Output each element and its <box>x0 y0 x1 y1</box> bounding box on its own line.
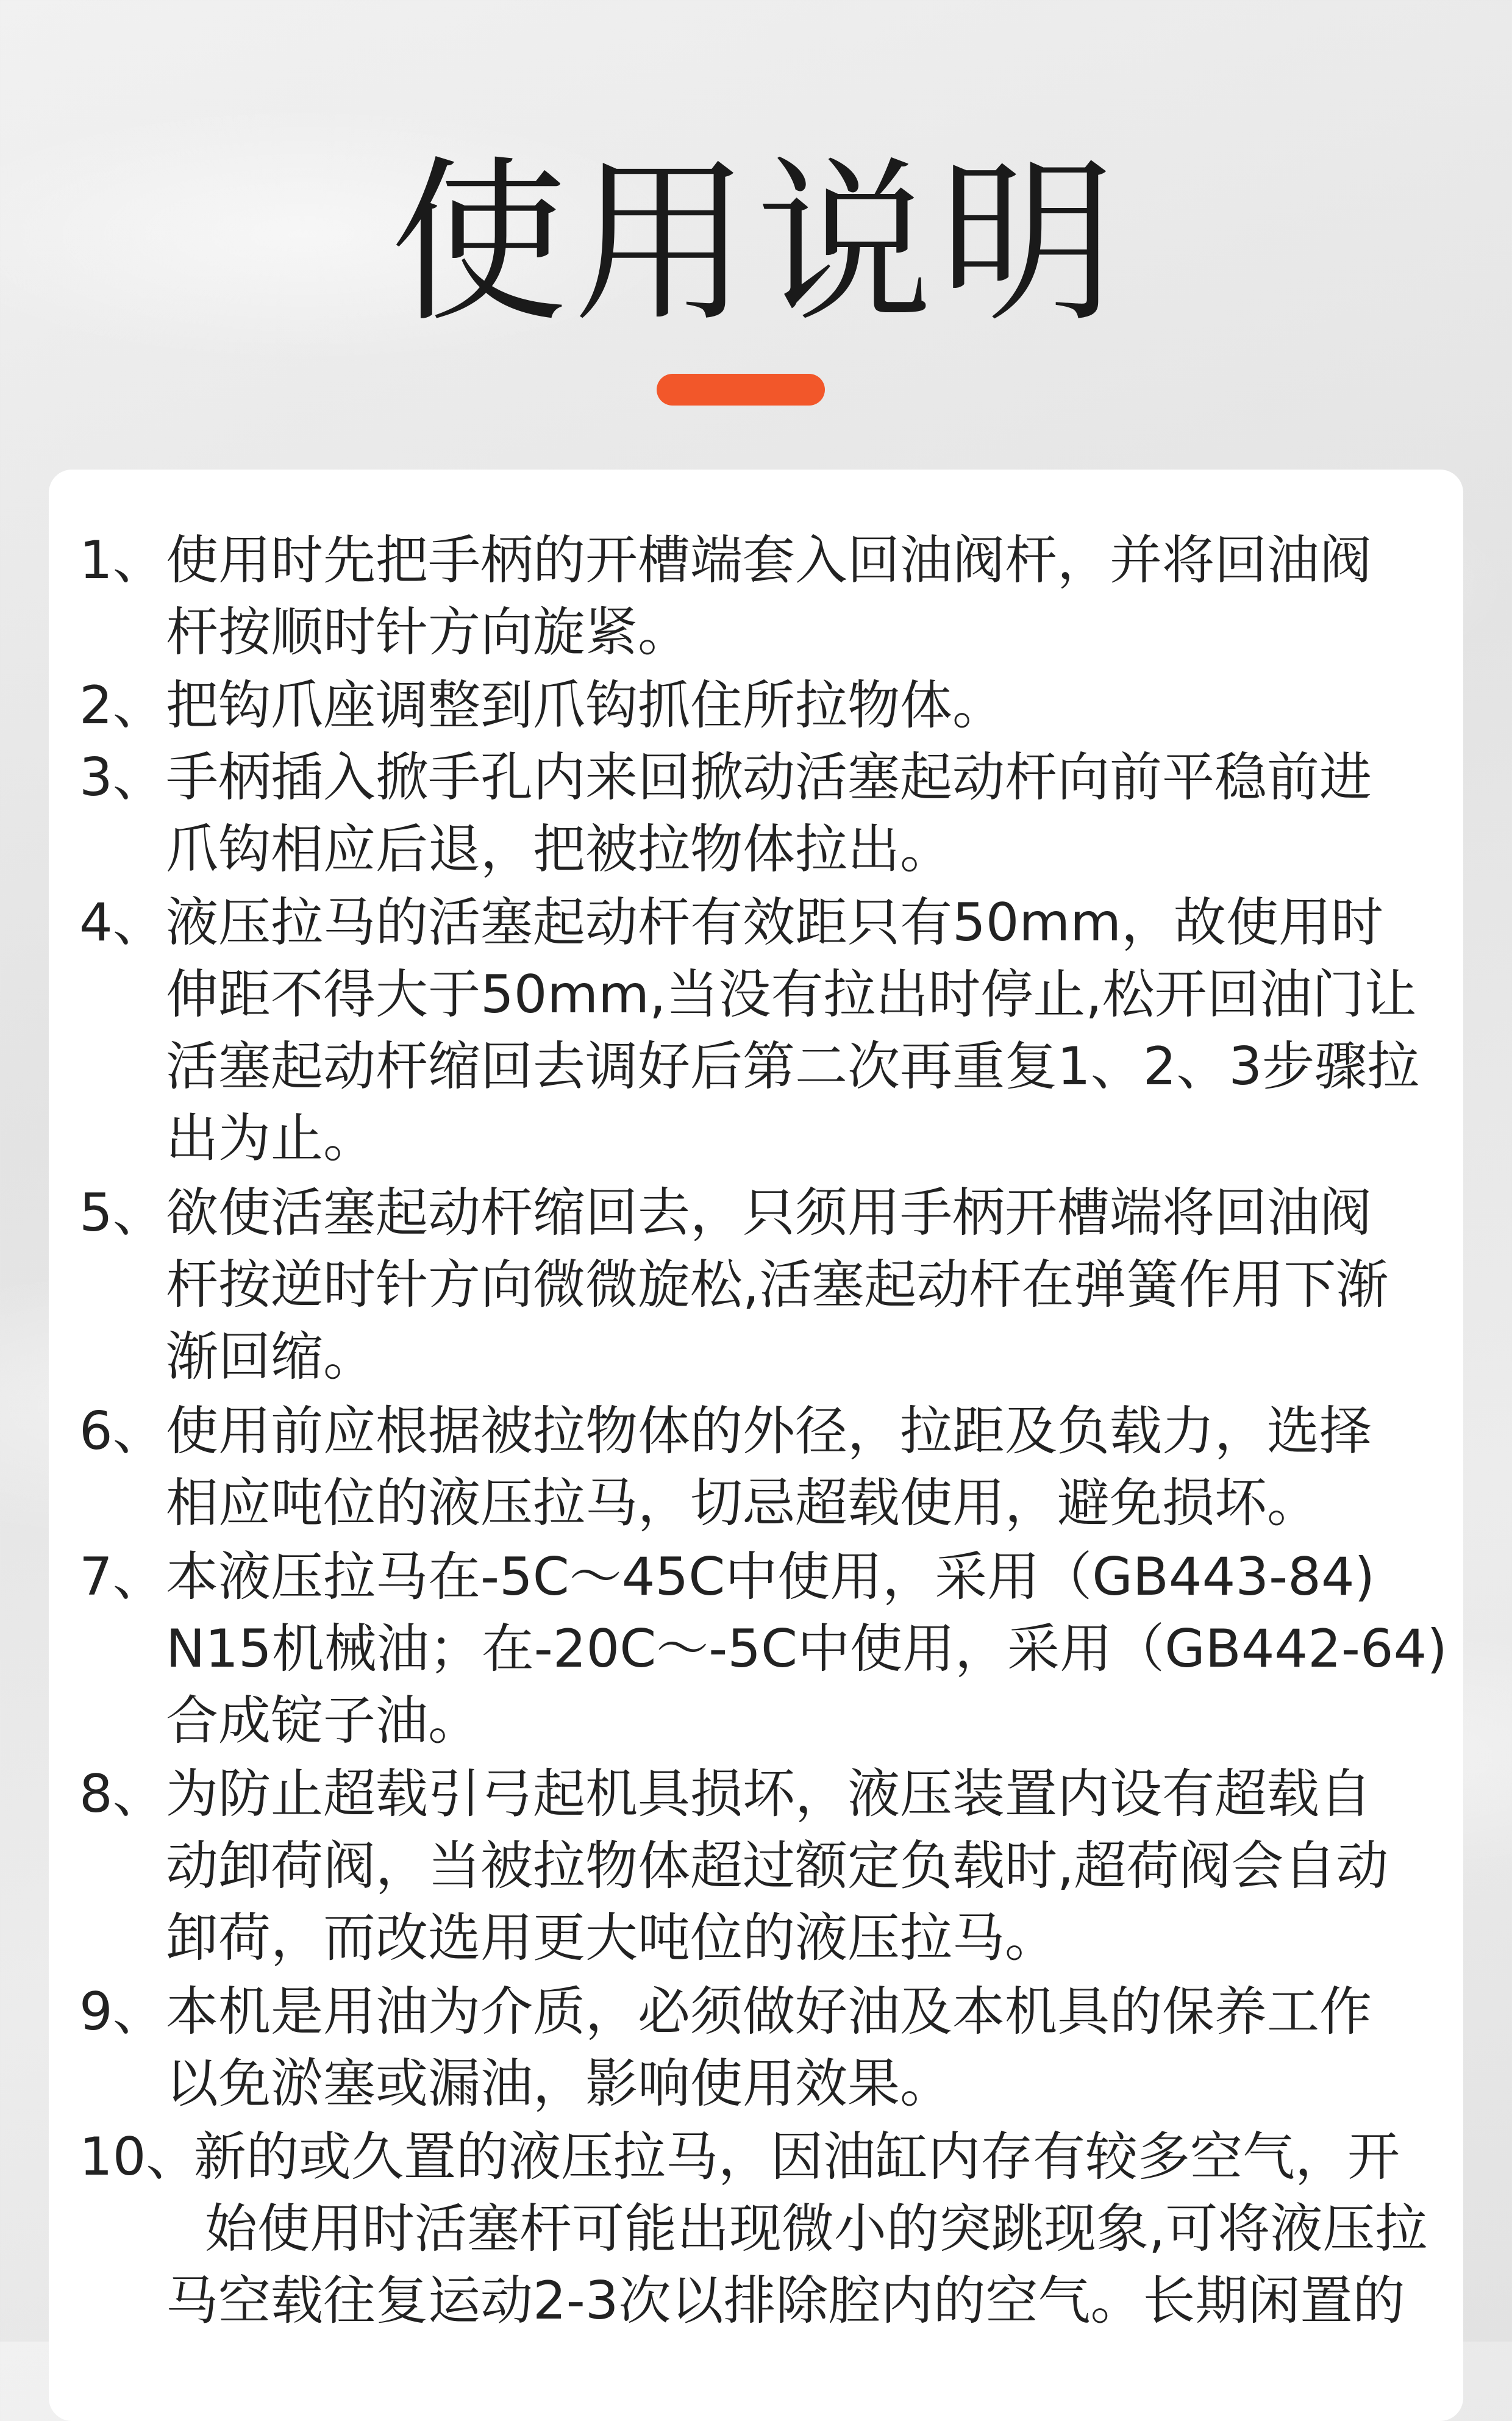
item-number: 7、 <box>79 1547 165 1607</box>
item-line: 爪钩相应后退，把被拉物体拉出。 <box>166 819 952 880</box>
item-line: 新的或久置的液压拉马，因油缸内存有较多空气，开 <box>194 2126 1400 2187</box>
item-line: 动卸荷阀，当被拉物体超过额定负载时,超荷阀会自动 <box>166 1836 1389 1897</box>
instruction-item-6 <box>79 1395 1439 1539</box>
item-line: 本液压拉马在-5C～45C中使用，采用（GB443-84) <box>166 1547 1375 1607</box>
item-line: 为防止超载引弓起机具损坏，液压装置内设有超载自 <box>166 1764 1372 1825</box>
item-number: 10、 <box>79 2126 199 2187</box>
page-title: 使用说明 <box>390 141 1122 346</box>
item-number: 4、 <box>79 892 165 953</box>
title-accent-bar <box>657 374 825 406</box>
item-line: 本机是用油为介质，必须做好油及本机具的保养工作 <box>166 1981 1372 2042</box>
item-line: 始使用时活塞杆可能出现微小的突跳现象,可将液压拉 <box>205 2198 1428 2259</box>
item-line: 杆按逆时针方向微微旋松,活塞起动杆在弹簧作用下渐 <box>166 1254 1389 1315</box>
item-line: 活塞起动杆缩回去调好后第二次再重复1、2、3步骤拉 <box>166 1036 1420 1097</box>
item-number: 9、 <box>79 1981 165 2042</box>
instruction-item-9 <box>79 1976 1439 2120</box>
item-line: 相应吨位的液压拉马，切忌超载使用，避免损坏。 <box>166 1473 1319 1534</box>
item-line: 杆按顺时针方向旋紧。 <box>166 602 690 663</box>
item-line: 渐回缩。 <box>166 1326 376 1387</box>
item-line: 卸荷，而改选用更大吨位的液压拉马。 <box>166 1908 1057 1969</box>
instruction-item-8 <box>79 1758 1439 1974</box>
item-line: 出为止。 <box>166 1108 376 1169</box>
item-line: 伸距不得大于50mm,当没有拉出时停止,松开回油门让 <box>166 964 1417 1025</box>
item-number: 2、 <box>79 675 165 736</box>
item-line: 液压拉马的活塞起动杆有效距只有50mm，故使用时 <box>166 892 1383 953</box>
instruction-item-4 <box>79 887 1439 1175</box>
item-line: 把钩爪座调整到爪钩抓住所拉物体。 <box>166 675 1005 736</box>
item-line: 马空载往复运动2-3次以排除腔内的空气。长期闲置的 <box>166 2270 1405 2331</box>
item-number: 8、 <box>79 1764 165 1825</box>
item-line: 合成锭子油。 <box>166 1690 480 1751</box>
item-line: 以免淤塞或漏油，影响使用效果。 <box>166 2053 952 2114</box>
item-line: 使用时先把手柄的开槽端套入回油阀杆，并将回油阀 <box>166 530 1372 591</box>
item-line: 欲使活塞起动杆缩回去，只须用手柄开槽端将回油阀 <box>166 1182 1372 1243</box>
item-line: N15机械油；在-20C～-5C中使用，采用（GB442-64) <box>166 1618 1447 1679</box>
instruction-item-5 <box>79 1177 1439 1393</box>
item-line: 使用前应根据被拉物体的外径，拉距及负载力，选择 <box>166 1401 1372 1462</box>
instruction-item-10 <box>79 2121 1439 2337</box>
instruction-item-1 <box>79 524 1439 668</box>
item-number: 1、 <box>79 530 165 591</box>
instruction-item-3 <box>79 742 1439 885</box>
item-line: 手柄插入掀手孔内来回掀动活塞起动杆向前平稳前进 <box>166 747 1372 808</box>
instruction-item-2 <box>79 670 1439 742</box>
item-number: 6、 <box>79 1401 165 1462</box>
item-number: 5、 <box>79 1182 165 1243</box>
item-number: 3、 <box>79 747 165 808</box>
instruction-item-7 <box>79 1541 1447 1757</box>
